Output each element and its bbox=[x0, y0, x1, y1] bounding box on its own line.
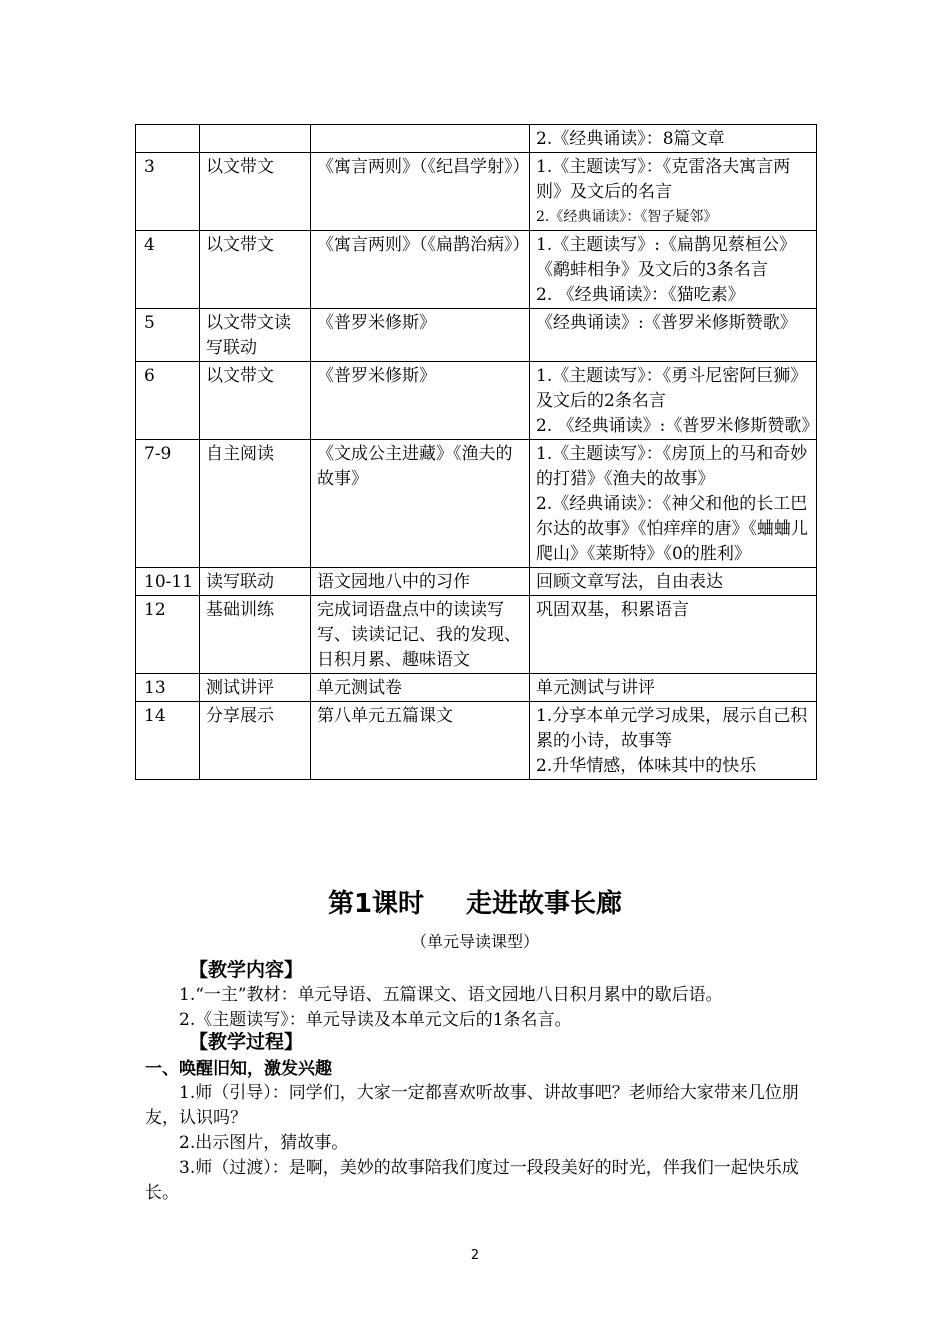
cell-text: 《文成公主进藏》《渔夫的故事》 bbox=[311, 440, 530, 568]
cell-type: 以文带文 bbox=[200, 231, 311, 309]
cell-num: 3 bbox=[136, 153, 200, 231]
cell-text: 完成词语盘点中的读读写写、读读记记、我的发现、日积月累、趣味语文 bbox=[311, 596, 530, 674]
lesson-number: 第1课时 bbox=[327, 889, 425, 919]
reading-line: 1.《主题读写》：《勇斗尼密阿巨狮》及文后的2条名言 bbox=[536, 366, 808, 411]
cell-num: 4 bbox=[136, 231, 200, 309]
reading-line: 《经典诵读》:《普罗米修斯赞歌》 bbox=[536, 313, 797, 333]
cell-type: 自主阅读 bbox=[200, 440, 311, 568]
reading-line: 1.分享本单元学习成果，展示自己积累的小诗，故事等 bbox=[536, 706, 808, 751]
step-3: 3.师（过渡）：是啊，美妙的故事陪我们度过一段段美好的时光，伴我们一起快乐成长。 bbox=[145, 1158, 799, 1203]
section-heading-1: 一、唤醒旧知，激发兴趣 bbox=[145, 1059, 332, 1079]
cell-text bbox=[311, 125, 530, 153]
cell-extended-reading bbox=[530, 596, 817, 674]
cell-num: 10-11 bbox=[136, 568, 200, 596]
cell-text: 《普罗米修斯》 bbox=[311, 362, 530, 440]
reading-line: 2.升华情感，体味其中的快乐 bbox=[536, 756, 757, 776]
cell-num: 14 bbox=[136, 702, 200, 780]
lesson-name: 走进故事长廊 bbox=[466, 889, 623, 919]
cell-type bbox=[200, 125, 311, 153]
cell-extended-reading bbox=[530, 153, 817, 231]
cell-type: 基础训练 bbox=[200, 596, 311, 674]
cell-text: 《寓言两则》（《扁鹊治病》） bbox=[311, 231, 530, 309]
table-row bbox=[136, 309, 817, 362]
table-row bbox=[136, 674, 817, 702]
step-1: 1.师（引导）：同学们，大家一定都喜欢听故事、讲故事吧？老师给大家带来几位朋友，认识吗？ bbox=[145, 1083, 799, 1128]
cell-text: 《寓言两则》（《纪昌学射》） bbox=[311, 153, 530, 231]
table-row bbox=[136, 362, 817, 440]
cell-extended-reading bbox=[530, 440, 817, 568]
teaching-content-item-1: 1.“一主”教材：单元导语、五篇课文、语文园地八日积月累中的歇后语。 bbox=[179, 985, 723, 1005]
page-number: 2 bbox=[470, 1248, 480, 1263]
reading-line: 回顾文章写法，自由表达 bbox=[536, 572, 723, 592]
teaching-content-heading: 【教学内容】 bbox=[189, 959, 304, 981]
cell-text: 单元测试卷 bbox=[311, 674, 530, 702]
cell-extended-reading bbox=[530, 362, 817, 440]
cell-num: 6 bbox=[136, 362, 200, 440]
cell-num: 13 bbox=[136, 674, 200, 702]
cell-extended-reading bbox=[530, 568, 817, 596]
step-2: 2.出示图片，猜故事。 bbox=[179, 1133, 349, 1153]
reading-line: 1.《主题读写》:《扁鹊见蔡桓公》《鹬蚌相争》及文后的3条名言 bbox=[536, 235, 796, 280]
table-row bbox=[136, 440, 817, 568]
table-row bbox=[136, 231, 817, 309]
cell-num: 7-9 bbox=[136, 440, 200, 568]
cell-text: 《普罗米修斯》 bbox=[311, 309, 530, 362]
reading-line: 2.《经典诵读》：8篇文章 bbox=[536, 129, 725, 149]
lesson-schedule-table bbox=[135, 124, 817, 780]
reading-line: 2. 《经典诵读》：《猫吃素》 bbox=[536, 285, 745, 305]
teaching-content-item-2: 2.《主题读写》：单元导读及本单元文后的1条名言。 bbox=[179, 1010, 572, 1030]
table-row bbox=[136, 596, 817, 674]
cell-type: 分享展示 bbox=[200, 702, 311, 780]
schedule-table-body bbox=[136, 125, 817, 780]
cell-num: 12 bbox=[136, 596, 200, 674]
cell-extended-reading bbox=[530, 702, 817, 780]
cell-extended-reading bbox=[530, 309, 817, 362]
cell-text: 第八单元五篇课文 bbox=[311, 702, 530, 780]
table-row bbox=[136, 125, 817, 153]
cell-type: 以文带文 bbox=[200, 362, 311, 440]
cell-extended-reading bbox=[530, 674, 817, 702]
lesson-title bbox=[0, 886, 950, 922]
reading-line: 2. 《经典诵读》:《普罗米修斯赞歌》 bbox=[536, 416, 819, 436]
cell-type: 以文带文读写联动 bbox=[200, 309, 311, 362]
teaching-process-heading: 【教学过程】 bbox=[189, 1031, 304, 1053]
lesson-subtitle: （单元导读课型） bbox=[410, 932, 539, 951]
cell-extended-reading bbox=[530, 231, 817, 309]
cell-text: 语文园地八中的习作 bbox=[311, 568, 530, 596]
cell-type: 测试讲评 bbox=[200, 674, 311, 702]
table-row bbox=[136, 153, 817, 231]
cell-num bbox=[136, 125, 200, 153]
cell-type: 读写联动 bbox=[200, 568, 311, 596]
reading-line: 单元测试与讲评 bbox=[536, 678, 655, 698]
cell-extended-reading bbox=[530, 125, 817, 153]
reading-line: 2.《经典诵读》：《智子疑邻》 bbox=[536, 209, 718, 225]
reading-line: 巩固双基，积累语言 bbox=[536, 600, 689, 620]
reading-line: 1.《主题读写》：《克雷洛夫寓言两则》及文后的名言 bbox=[536, 157, 791, 202]
table-row bbox=[136, 702, 817, 780]
cell-type: 以文带文 bbox=[200, 153, 311, 231]
cell-num: 5 bbox=[136, 309, 200, 362]
reading-line: 2.《经典诵读》：《神父和他的长工巴尔达的故事》《怕痒痒的唐》《蛐蛐儿爬山》《莱斯特》《0的胜利》 bbox=[536, 494, 808, 564]
reading-line: 1.《主题读写》：《房顶上的马和奇妙的打猎》《渔夫的故事》 bbox=[536, 444, 808, 489]
table-row bbox=[136, 568, 817, 596]
